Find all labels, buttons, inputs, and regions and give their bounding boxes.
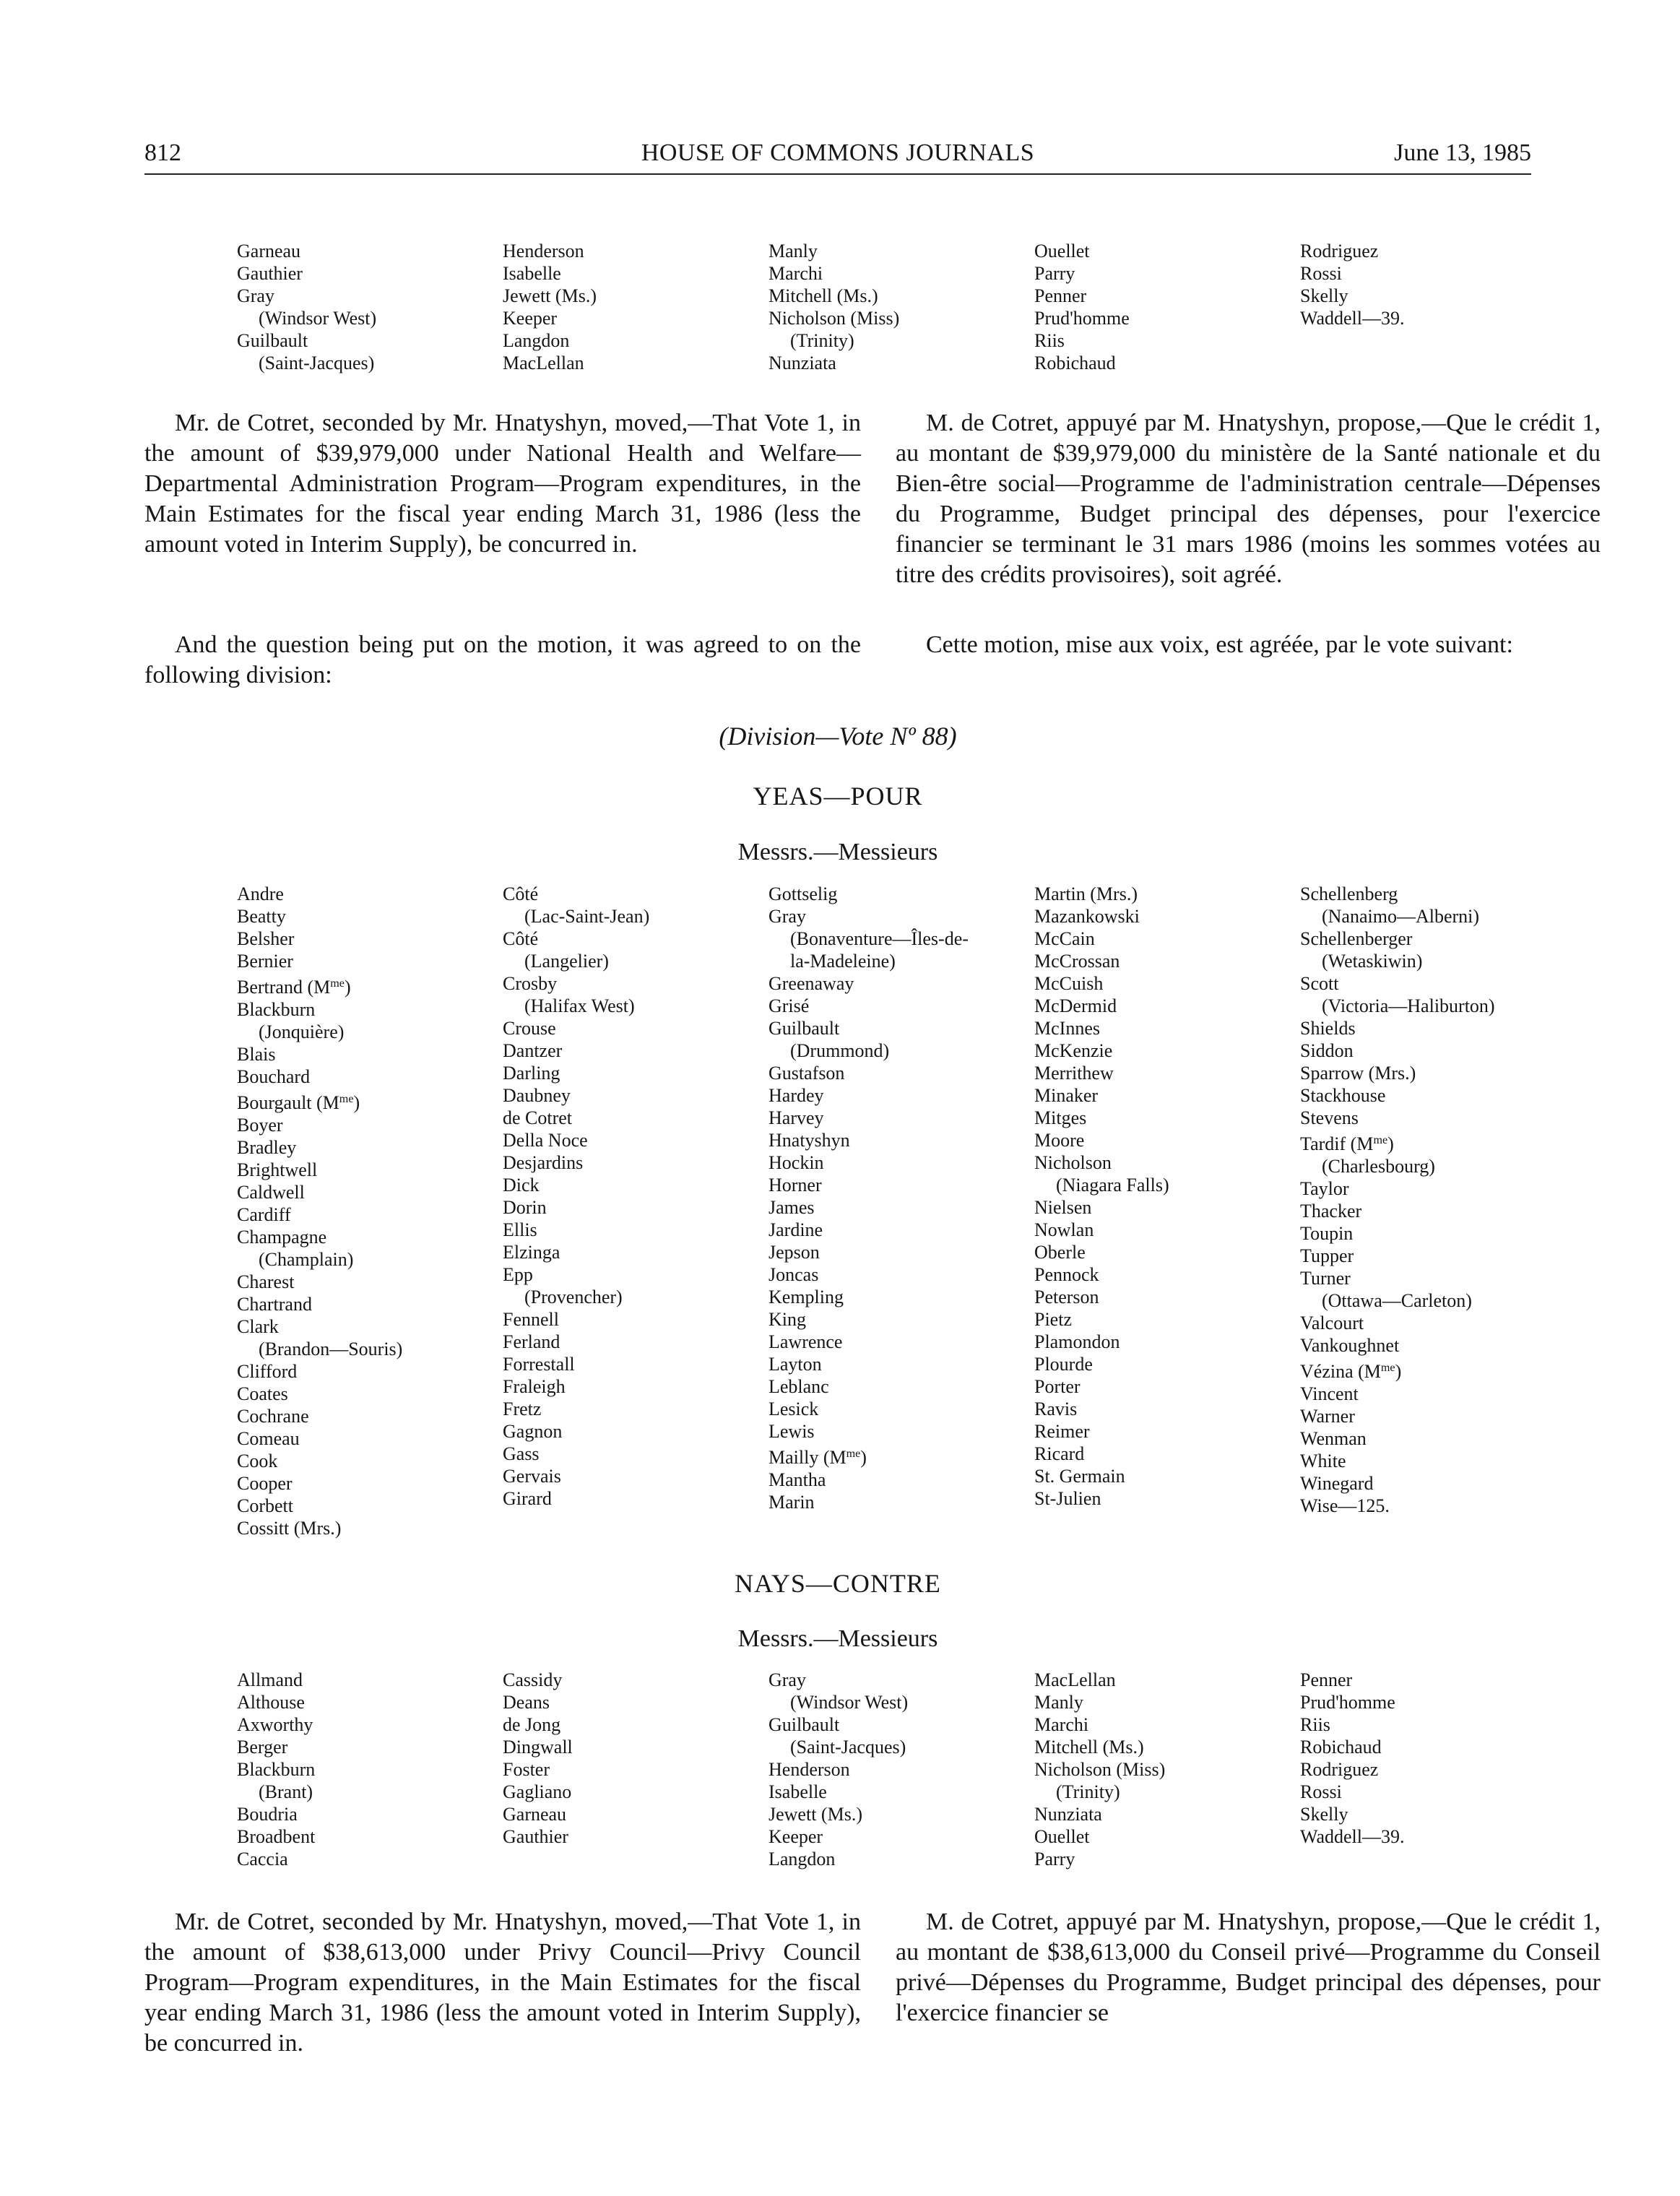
member-name: Stackhouse — [1300, 1085, 1386, 1106]
nays-name-list — [237, 1669, 1537, 1870]
member-name: Plamondon — [1034, 1331, 1120, 1352]
motion-2-french: M. de Cotret, appuyé par M. Hnatyshyn, propose,—Que le crédit 1, au montant de $38,613,000 du Conseil privé—Programme du Conseil privé—Dépenses du Programme, Budget principal des dépenses, pour l'exercice financier se — [896, 1908, 1601, 2026]
member-name: Girard — [503, 1488, 552, 1509]
member-name: (Champlain) — [259, 1248, 354, 1270]
member-name: Isabelle — [768, 1781, 827, 1802]
member-name: Deans — [503, 1692, 550, 1713]
member-name: Oberle — [1034, 1242, 1086, 1263]
yeas-name-list — [237, 883, 1537, 1539]
name-column — [237, 240, 503, 374]
member-name: Andre — [237, 883, 284, 904]
member-name: Vézina $(M^{me})$ — [1300, 1360, 1402, 1382]
yeas-subheading: Messrs.—Messieurs — [737, 839, 938, 865]
member-name: Parry — [1034, 1849, 1075, 1869]
member-name: Mailly $(M^{me})$ — [768, 1446, 867, 1468]
member-name: Manly — [768, 241, 818, 261]
member-name: Cardiff — [237, 1203, 291, 1225]
member-name: Gagnon — [503, 1421, 563, 1442]
member-name: McInnes — [1034, 1018, 1100, 1039]
member-name: Ravis — [1034, 1399, 1078, 1419]
member-name: Vincent — [1300, 1383, 1359, 1404]
member-name: Shields — [1300, 1018, 1356, 1039]
member-name: Ouellet — [1034, 241, 1090, 261]
member-name: Keeper — [503, 308, 558, 329]
member-name: Joncas — [768, 1264, 819, 1285]
member-name: (Wetaskiwin) — [1322, 951, 1423, 972]
member-name: Guilbault — [768, 1018, 840, 1039]
member-name: Belsher — [237, 928, 295, 949]
member-name: Desjardins — [503, 1152, 584, 1173]
member-name: Nielsen — [1034, 1197, 1092, 1218]
member-name: Henderson — [503, 241, 584, 261]
member-name: Kempling — [768, 1287, 844, 1307]
member-name: Penner — [1034, 285, 1087, 306]
name-column — [237, 1669, 503, 1870]
member-name: Parry — [1034, 263, 1075, 284]
name-column — [237, 883, 503, 1539]
member-name: Prud'homme — [1034, 308, 1130, 329]
member-name: Isabelle — [503, 263, 561, 284]
member-name: Gray — [768, 1669, 806, 1690]
member-name: St. Germain — [1034, 1466, 1125, 1487]
member-name: Mitchell (Ms.) — [1034, 1737, 1144, 1758]
member-name: Hardey — [768, 1085, 824, 1106]
name-column — [1300, 240, 1566, 374]
member-name: McKenzie — [1034, 1040, 1113, 1061]
member-name: Clark — [237, 1315, 279, 1337]
member-name: Turner — [1300, 1267, 1351, 1289]
member-name: (Trinity) — [790, 330, 854, 351]
member-name: (Niagara Falls) — [1056, 1175, 1169, 1196]
member-name: Bradley — [237, 1136, 297, 1158]
member-name: Sparrow (Mrs.) — [1300, 1063, 1416, 1084]
member-name: Cochrane — [237, 1405, 309, 1427]
member-name: de Jong — [503, 1714, 561, 1735]
member-name: Layton — [768, 1354, 822, 1375]
member-name: Nunziata — [768, 353, 836, 373]
member-name: Hnatyshyn — [768, 1130, 850, 1151]
member-name: St-Julien — [1034, 1488, 1101, 1509]
member-name: Guilbault — [768, 1714, 840, 1735]
member-name: Rodriguez — [1300, 1759, 1379, 1780]
yeas-heading: YEAS—POUR — [753, 782, 923, 810]
member-name: Jewett (Ms.) — [503, 285, 597, 306]
member-name: (Ottawa—Carleton) — [1322, 1289, 1472, 1311]
member-name: Dick — [503, 1175, 540, 1196]
member-name: (Bonaventure—Îles-de- — [790, 928, 969, 949]
member-name: Della Noce — [503, 1130, 588, 1151]
name-column — [1034, 883, 1300, 1539]
nays-heading: NAYS—CONTRE — [735, 1569, 941, 1598]
member-name: Daubney — [503, 1085, 571, 1106]
member-name: Waddell—39. — [1300, 308, 1405, 329]
member-name: Marchi — [768, 263, 823, 284]
member-name: Skelly — [1300, 1804, 1348, 1825]
member-name: Mitges — [1034, 1107, 1087, 1128]
member-name: (Nanaimo—Alberni) — [1322, 906, 1480, 927]
member-name: Harvey — [768, 1107, 824, 1128]
member-name: Mitchell (Ms.) — [768, 285, 878, 306]
name-column — [768, 240, 1034, 374]
member-name: McCain — [1034, 928, 1095, 949]
nays-subheading: Messrs.—Messieurs — [737, 1625, 938, 1652]
member-name: Axworthy — [237, 1714, 313, 1735]
member-name: (Trinity) — [1056, 1781, 1120, 1802]
member-name: Horner — [768, 1175, 822, 1196]
name-column — [503, 1669, 768, 1870]
member-name: Stevens — [1300, 1107, 1359, 1128]
name-column — [768, 1669, 1034, 1870]
member-name: Corbett — [237, 1495, 293, 1516]
member-name: Peterson — [1034, 1287, 1099, 1307]
member-name: Gottselig — [768, 883, 838, 904]
member-name: Ricard — [1034, 1443, 1085, 1464]
member-name: Prud'homme — [1300, 1692, 1395, 1713]
name-column — [503, 240, 768, 374]
member-name: (Provencher) — [524, 1287, 623, 1307]
member-name: Penner — [1300, 1669, 1353, 1690]
member-name: Gauthier — [503, 1826, 568, 1847]
member-name: Langdon — [503, 330, 570, 351]
member-name: Althouse — [237, 1692, 305, 1713]
member-name: Guilbault — [237, 330, 308, 351]
name-column — [1300, 1669, 1566, 1870]
member-name: Lesick — [768, 1399, 819, 1419]
member-name: Langdon — [768, 1849, 836, 1869]
member-name: (Drummond) — [790, 1040, 890, 1061]
member-name: de Cotret — [503, 1107, 573, 1128]
member-name: MacLellan — [1034, 1669, 1116, 1690]
member-name: Chartrand — [237, 1293, 312, 1315]
member-name: McCuish — [1034, 973, 1104, 994]
member-name: Cooper — [237, 1472, 293, 1494]
member-name: Charest — [237, 1271, 295, 1292]
member-name: Gervais — [503, 1466, 561, 1487]
member-name: Jardine — [768, 1219, 823, 1240]
member-name: Fraleigh — [503, 1376, 566, 1397]
member-name: Cassidy — [503, 1669, 563, 1690]
member-name: Martin (Mrs.) — [1034, 883, 1138, 904]
member-name: Berger — [237, 1737, 288, 1758]
page-number: 812 — [144, 139, 181, 166]
member-name: King — [768, 1309, 806, 1330]
member-name: Greenaway — [768, 973, 854, 994]
member-name: Merrithew — [1034, 1063, 1114, 1084]
member-name: (Victoria—Haliburton) — [1322, 995, 1495, 1016]
member-name: Jewett (Ms.) — [768, 1804, 862, 1825]
member-name: Darling — [503, 1063, 560, 1084]
member-name: MacLellan — [503, 353, 584, 373]
motion-1-english: Mr. de Cotret, seconded by Mr. Hnatyshyn, moved,—That Vote 1, in the amount of $39,979,000 under National Health and Welfare—Departmental Administration Program—Program expenditures, in the Main Estimates for the fiscal year ending March 31, 1986 (less the amount voted in Interim Supply), be concurred in. — [144, 410, 861, 558]
member-name: Rossi — [1300, 1781, 1342, 1802]
member-name: Dorin — [503, 1197, 547, 1218]
member-name: (Brant) — [259, 1781, 313, 1802]
member-name: Epp — [503, 1264, 533, 1285]
member-name: McCrossan — [1034, 951, 1120, 972]
member-name: Gagliano — [503, 1781, 572, 1802]
member-name: Mantha — [768, 1469, 826, 1490]
member-name: Mazankowski — [1034, 906, 1140, 927]
member-name: Lewis — [768, 1421, 815, 1442]
continued-name-list — [237, 240, 1537, 374]
member-name: Elzinga — [503, 1242, 560, 1263]
member-name: Schellenberger — [1300, 928, 1413, 949]
member-name: (Lac-Saint-Jean) — [524, 906, 650, 927]
member-name: Brightwell — [237, 1159, 318, 1180]
member-name: Blackburn — [237, 1759, 316, 1780]
motion-1-french: M. de Cotret, appuyé par M. Hnatyshyn, propose,—Que le crédit 1, au montant de $39,979,000 du ministère de la Santé nationale et du Bien-être social—Programme de l'administration centrale—Dépenses du Programme, Budget principal des dépenses, pour l'exercice financier se terminant le 31 mars 1986 (moins les sommes votées au titre des crédits provisoires), soit agréé. — [896, 410, 1601, 588]
member-name: Robichaud — [1034, 353, 1116, 373]
member-name: Wise—125. — [1300, 1495, 1390, 1516]
member-name: Thacker — [1300, 1200, 1362, 1222]
member-name: Valcourt — [1300, 1312, 1364, 1333]
member-name: Jepson — [768, 1242, 820, 1263]
member-name: Boyer — [237, 1114, 283, 1136]
member-name: Robichaud — [1300, 1737, 1382, 1758]
name-column — [1034, 1669, 1300, 1870]
member-name: (Windsor West) — [790, 1692, 909, 1713]
member-name: Gustafson — [768, 1063, 845, 1084]
member-name: Rossi — [1300, 263, 1342, 284]
member-name: Bernier — [237, 951, 293, 972]
member-name: Tupper — [1300, 1245, 1354, 1266]
member-name: Nicholson — [1034, 1152, 1112, 1173]
member-name: Toupin — [1300, 1222, 1354, 1244]
member-name: Grisé — [768, 995, 810, 1016]
member-name: Gray — [768, 906, 806, 927]
member-name: Ouellet — [1034, 1826, 1090, 1847]
member-name: Forrestall — [503, 1354, 575, 1375]
member-name: Ferland — [503, 1331, 560, 1352]
member-name: Garneau — [503, 1804, 567, 1825]
member-name: Gass — [503, 1443, 540, 1464]
member-name: Nunziata — [1034, 1804, 1102, 1825]
member-name: (Windsor West) — [259, 308, 377, 329]
member-name: Caldwell — [237, 1181, 305, 1203]
member-name: Dantzer — [503, 1040, 563, 1061]
member-name: Scott — [1300, 973, 1339, 994]
member-name: Schellenberg — [1300, 883, 1398, 904]
member-name: Winegard — [1300, 1472, 1374, 1494]
member-name: Allmand — [237, 1669, 303, 1690]
member-name: Crouse — [503, 1018, 556, 1039]
member-name: Leblanc — [768, 1376, 829, 1397]
member-name: Ellis — [503, 1219, 537, 1240]
member-name: Manly — [1034, 1692, 1083, 1713]
member-name: White — [1300, 1450, 1346, 1471]
member-name: la-Madeleine) — [790, 951, 896, 972]
member-name: Foster — [503, 1759, 550, 1780]
member-name: Rodriguez — [1300, 241, 1379, 261]
member-name: Coates — [237, 1383, 288, 1404]
member-name: Warner — [1300, 1405, 1355, 1427]
member-name: (Halifax West) — [524, 995, 635, 1016]
member-name: Broadbent — [237, 1826, 316, 1847]
division-title: (Division—Vote Nº 88) — [719, 722, 957, 751]
member-name: (Brandon—Souris) — [259, 1338, 403, 1359]
member-name: (Saint-Jacques) — [259, 353, 375, 373]
member-name: Vankoughnet — [1300, 1334, 1400, 1356]
member-name: Riis — [1034, 330, 1065, 351]
journal-title: HOUSE OF COMMONS JOURNALS — [641, 139, 1035, 166]
member-name: Hockin — [768, 1152, 824, 1173]
member-name: Riis — [1300, 1714, 1330, 1735]
member-name: Cossitt (Mrs.) — [237, 1517, 342, 1539]
member-name: Bouchard — [237, 1065, 311, 1087]
member-name: Waddell—39. — [1300, 1826, 1405, 1847]
motion-2-english: Mr. de Cotret, seconded by Mr. Hnatyshyn, moved,—That Vote 1, in the amount of $38,613,000 under Privy Council—Privy Council Program—Program expenditures, in the Main Estimates for the fiscal year ending March 31, 1986 (less the amount voted in Interim Supply), be concurred in. — [144, 1908, 861, 2057]
member-name: Minaker — [1034, 1085, 1099, 1106]
member-name: Keeper — [768, 1826, 823, 1847]
member-name: Tardif $(M^{me})$ — [1300, 1133, 1394, 1154]
member-name: Gauthier — [237, 263, 303, 284]
member-name: Bertrand $(M^{me})$ — [237, 976, 351, 998]
member-name: Cook — [237, 1450, 278, 1471]
member-name: Plourde — [1034, 1354, 1093, 1375]
question-english: And the question being put on the motion, it was agreed to on the following division: — [144, 631, 861, 688]
member-name: Crosby — [503, 973, 558, 994]
member-name: Fennell — [503, 1309, 559, 1330]
member-name: Marin — [768, 1491, 815, 1513]
journal-date: June 13, 1985 — [1394, 139, 1531, 166]
member-name: Reimer — [1034, 1421, 1090, 1442]
member-name: (Saint-Jacques) — [790, 1737, 906, 1758]
member-name: Blais — [237, 1043, 276, 1065]
member-name: Nowlan — [1034, 1219, 1094, 1240]
member-name: Gray — [237, 285, 274, 306]
member-name: Garneau — [237, 241, 301, 261]
member-name: Côté — [503, 883, 539, 904]
member-name: Boudria — [237, 1804, 298, 1825]
member-name: (Charlesbourg) — [1322, 1155, 1435, 1177]
member-name: Wenman — [1300, 1427, 1367, 1449]
member-name: Dingwall — [503, 1737, 573, 1758]
question-french: Cette motion, mise aux voix, est agréée, par le vote suivant: — [926, 631, 1513, 658]
page-header — [144, 139, 1531, 175]
name-column — [1034, 240, 1300, 374]
member-name: Pietz — [1034, 1309, 1072, 1330]
member-name: Lawrence — [768, 1331, 843, 1352]
member-name: Blackburn — [237, 998, 316, 1020]
member-name: Caccia — [237, 1849, 288, 1869]
member-name: Beatty — [237, 906, 286, 927]
member-name: Pennock — [1034, 1264, 1099, 1285]
name-column — [768, 883, 1034, 1539]
member-name: Nicholson (Miss) — [768, 308, 900, 329]
member-name: Moore — [1034, 1130, 1085, 1151]
member-name: (Langelier) — [524, 951, 609, 972]
member-name: Clifford — [237, 1360, 298, 1382]
member-name: Côté — [503, 928, 539, 949]
member-name: Marchi — [1034, 1714, 1089, 1735]
member-name: Bourgault $(M^{me})$ — [237, 1091, 360, 1113]
member-name: Fretz — [503, 1399, 542, 1419]
member-name: Siddon — [1300, 1040, 1354, 1061]
name-column — [503, 883, 768, 1539]
member-name: Nicholson (Miss) — [1034, 1759, 1166, 1780]
member-name: Champagne — [237, 1226, 327, 1248]
member-name: McDermid — [1034, 995, 1117, 1016]
member-name: James — [768, 1197, 815, 1218]
member-name: Henderson — [768, 1759, 850, 1780]
member-name: Taylor — [1300, 1177, 1349, 1199]
member-name: Skelly — [1300, 285, 1348, 306]
name-column — [1300, 883, 1566, 1539]
member-name: Comeau — [237, 1427, 300, 1449]
member-name: (Jonquière) — [259, 1021, 345, 1042]
member-name: Porter — [1034, 1376, 1081, 1397]
